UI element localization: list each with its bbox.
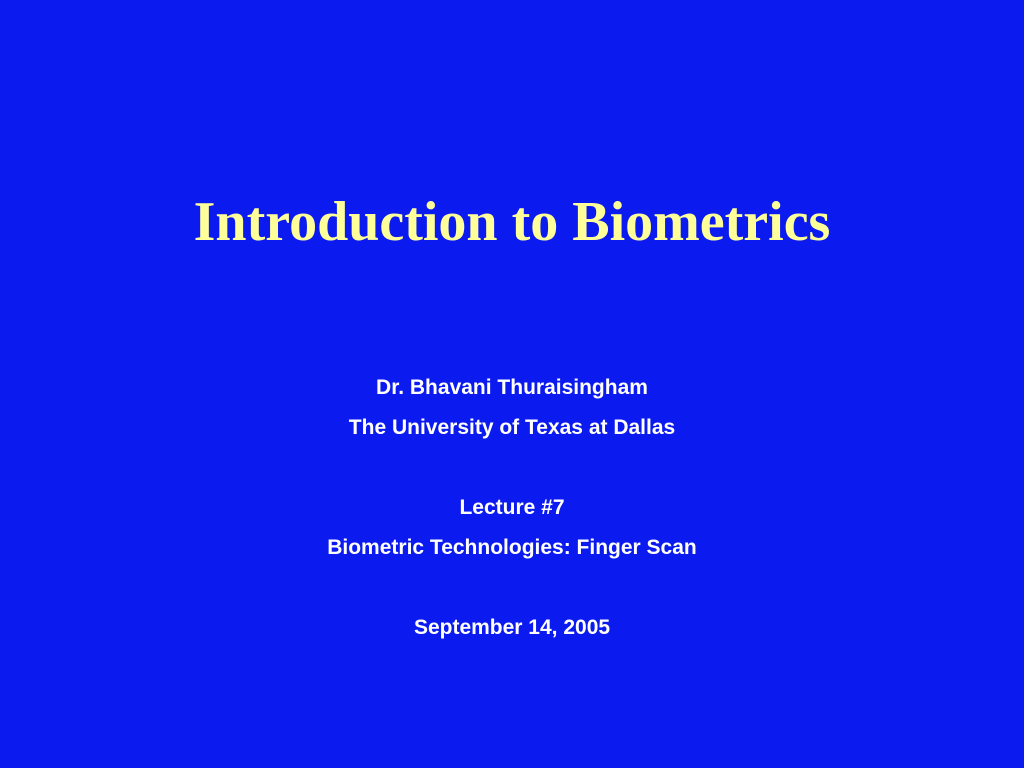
lecture-date: September 14, 2005: [413, 616, 611, 639]
author-name: Dr. Bhavani Thuraisingham: [376, 376, 648, 399]
lecture-topic: Biometric Technologies: Finger Scan: [327, 536, 697, 559]
affiliation: The University of Texas at Dallas: [348, 416, 676, 439]
lecture-number: Lecture #7: [459, 496, 565, 519]
slide-title: Introduction to Biometrics: [193, 191, 831, 253]
